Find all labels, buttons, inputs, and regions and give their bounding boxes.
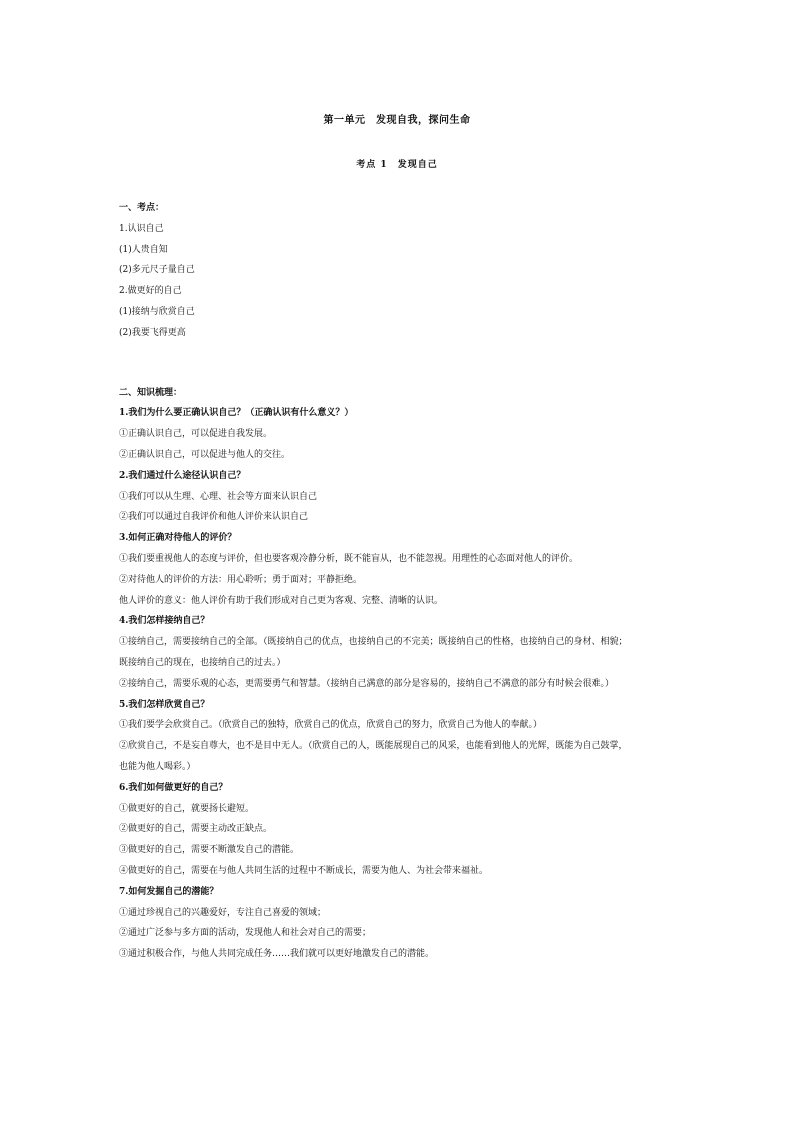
question-title: 2.我们通过什么途径认识自己？ bbox=[119, 470, 246, 481]
answer-line: ①我们可以从生理、心理、社会等方面来认识自己 bbox=[119, 491, 318, 502]
answer-line: 既接纳自己的现在，也接纳自己的过去。） bbox=[119, 657, 286, 668]
key-point-item: (2)我要飞得更高 bbox=[119, 327, 186, 338]
answer-line: ①接纳自己，需要接纳自己的全部。（既接纳自己的优点，也接纳自己的不完美；既接纳自己的性格，也接纳自己的身材、相貌； bbox=[119, 637, 628, 648]
question-block bbox=[119, 882, 679, 965]
answer-line: ①通过珍视自己的兴趣爱好，专注自己喜爱的领域； bbox=[119, 907, 327, 918]
question-block bbox=[119, 611, 679, 694]
question-title: 1.我们为什么要正确认识自己？（正确认识有什么意义？） bbox=[119, 408, 354, 419]
answer-line: ②正确认识自己，可以促进与他人的交往。 bbox=[119, 449, 291, 460]
answer-line: ④做更好的自己，需要在与他人共同生活的过程中不断成长，需要为他人、为社会带来福祉。 bbox=[119, 865, 489, 876]
section-heading: 二、知识梳理： bbox=[119, 387, 183, 398]
key-point-item: (1)人贵自知 bbox=[119, 244, 168, 255]
answer-line: ①我们要学会欣赏自己。（欣赏自己的独特，欣赏自己的优点，欣赏自己的努力，欣赏自己为他人的奉献。） bbox=[119, 720, 543, 731]
document-body bbox=[119, 198, 679, 965]
answer-line: ②对待他人的评价的方法：用心聆听；勇于面对；平静拒绝。 bbox=[119, 574, 363, 585]
answer-line: ②欣赏自己，不是妄自尊大，也不是目中无人。（欣赏自己的人，既能展现自己的风采，也能看到他人的光辉，既能为自己鼓掌， bbox=[119, 741, 628, 752]
question-block bbox=[119, 466, 679, 528]
answer-line: ②我们可以通过自我评价和他人评价来认识自己 bbox=[119, 512, 309, 523]
answer-line: ②接纳自己，需要乐观的心态，更需要勇气和智慧。（接纳自己满意的部分是容易的，接纳自己不满意的部分有时候会很难。） bbox=[119, 678, 615, 689]
section-knowledge-review bbox=[119, 383, 679, 965]
key-point-item: (1)接纳与欣赏自己 bbox=[119, 306, 195, 317]
unit-title: 第一单元 发现自我，探问生命 bbox=[323, 115, 471, 126]
answer-line: ①我们要重视他人的态度与评价，但也要客观冷静分析，既不能盲从，也不能忽视。用理性的心态面对他人的评价。 bbox=[119, 553, 579, 564]
question-title: 4.我们怎样接纳自己？ bbox=[119, 616, 210, 627]
answer-line: ③做更好的自己，需要不断激发自己的潜能。 bbox=[119, 845, 300, 856]
question-title: 5.我们怎样欣赏自己？ bbox=[119, 699, 210, 710]
answer-line: 也能为他人喝彩。） bbox=[119, 761, 196, 772]
answer-line: ③通过积极合作，与他人共同完成任务……我们就可以更好地激发自己的潜能。 bbox=[119, 949, 435, 960]
topic-title: 考点 1 发现自己 bbox=[356, 160, 438, 170]
answer-line: ①做更好的自己，就要扬长避短。 bbox=[119, 803, 255, 814]
question-title: 7.如何发掘自己的潜能？ bbox=[119, 886, 219, 897]
key-point-item: 1.认识自己 bbox=[119, 223, 164, 234]
section-spacer bbox=[119, 344, 679, 383]
question-block bbox=[119, 403, 679, 465]
answer-line: ①正确认识自己，可以促进自我发展。 bbox=[119, 429, 273, 440]
question-title: 3.如何正确对待他人的评价？ bbox=[119, 533, 237, 544]
key-point-item: 2.做更好的自己 bbox=[119, 286, 182, 297]
question-block bbox=[119, 778, 679, 882]
answer-line: 他人评价的意义：他人评价有助于我们形成对自己更为客观、完整、清晰的认识。 bbox=[119, 595, 444, 606]
answer-line: ②通过广泛参与多方面的活动，发现他人和社会对自己的需要； bbox=[119, 928, 372, 939]
answer-line: ②做更好的自己，需要主动改正缺点。 bbox=[119, 824, 273, 835]
question-block bbox=[119, 528, 679, 611]
question-block bbox=[119, 695, 679, 778]
key-point-item: (2)多元尺子量自己 bbox=[119, 265, 195, 276]
question-title: 6.我们如何做更好的自己？ bbox=[119, 782, 228, 793]
section-key-points bbox=[119, 198, 679, 344]
section-heading: 一、考点： bbox=[119, 203, 165, 213]
